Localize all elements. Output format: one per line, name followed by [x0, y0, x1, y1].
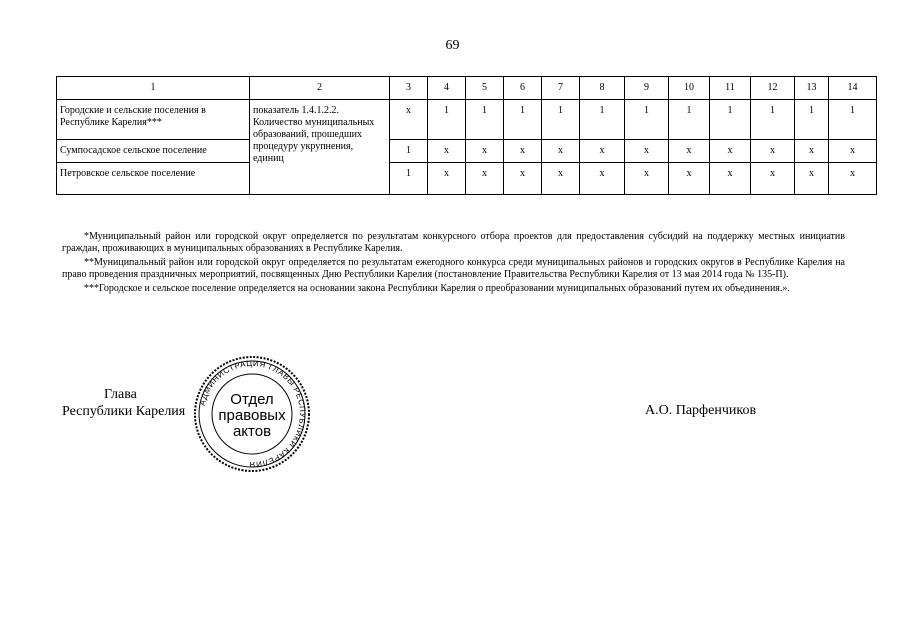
- stamp-ring-text: АДМИНИСТРАЦИЯ ГЛАВЫ РЕСПУБЛИКИ КАРЕЛИЯ: [197, 358, 308, 470]
- footnote: ***Городское и сельское поселение определяется на основании закона Республики Карелия о преобразовании муниципальных образований путем их объединения.».: [84, 283, 790, 294]
- value-cell: х: [466, 163, 504, 195]
- header-cell: 12: [751, 77, 795, 100]
- stamp-line: актов: [232, 423, 272, 440]
- table-header-row: [57, 77, 877, 100]
- value-cell: 1: [669, 100, 710, 140]
- value-cell: 1: [580, 100, 625, 140]
- page-number: 69: [445, 38, 460, 53]
- header-cell: 13: [795, 77, 829, 100]
- value-cell: х: [751, 163, 795, 195]
- value-cell: х: [428, 163, 466, 195]
- value-cell: 1: [751, 100, 795, 140]
- value-cell: 1: [504, 100, 542, 140]
- footnote: **Муниципальный район или городской округ определяется по результатам ежегодного конкурса среди муниципальных районов и городских округов в Республике Карелия на право проведения праздничных мероприятий, посвященных Дню Республики Карелия (постановление Правительства Республики Карелия от 13 мая 2014 года № 135-П).: [62, 257, 845, 280]
- indicator-description: показатель 1.4.1.2.2. Количество муниципальных образований, прошедших процедуру укрупнения, единиц: [250, 100, 390, 195]
- value-cell: 1: [542, 100, 580, 140]
- signatory-title-line: Глава: [104, 387, 137, 402]
- value-cell: 1: [795, 100, 829, 140]
- value-cell: х: [669, 163, 710, 195]
- header-cell: 3: [390, 77, 428, 100]
- value-cell: х: [829, 163, 877, 195]
- header-cell: 5: [466, 77, 504, 100]
- footnotes: [62, 231, 845, 297]
- official-stamp: [192, 354, 312, 474]
- stamp-line: Отдел: [230, 391, 274, 408]
- header-cell: 2: [250, 77, 390, 100]
- value-cell: х: [751, 140, 795, 163]
- signatory-name: А.О. Парфенчиков: [645, 403, 757, 418]
- value-cell: х: [390, 100, 428, 140]
- value-cell: х: [580, 163, 625, 195]
- value-cell: х: [710, 140, 751, 163]
- value-cell: х: [829, 140, 877, 163]
- municipality-name: Сумпосадское сельское поселение: [57, 140, 250, 163]
- signatory-title-line: Республики Карелия: [62, 404, 186, 419]
- value-cell: 1: [428, 100, 466, 140]
- value-cell: х: [542, 163, 580, 195]
- header-cell: 6: [504, 77, 542, 100]
- value-cell: 1: [710, 100, 751, 140]
- indicator-table: [56, 76, 877, 195]
- table-row: [57, 100, 877, 140]
- footnote: *Муниципальный район или городской округ определяется по результатам конкурсного отбора проектов для предоставления субсидий на поддержку местных инициатив граждан, проживающих в муниципальных образованиях в Республике Карелия.: [62, 231, 845, 254]
- value-cell: х: [466, 140, 504, 163]
- value-cell: х: [625, 140, 669, 163]
- header-cell: 4: [428, 77, 466, 100]
- value-cell: х: [542, 140, 580, 163]
- header-cell: 10: [669, 77, 710, 100]
- value-cell: х: [710, 163, 751, 195]
- header-cell: 8: [580, 77, 625, 100]
- value-cell: 1: [829, 100, 877, 140]
- header-cell: 1: [57, 77, 250, 100]
- value-cell: х: [625, 163, 669, 195]
- header-cell: 11: [710, 77, 751, 100]
- signatory-title: [62, 386, 185, 420]
- value-cell: 1: [466, 100, 504, 140]
- municipality-name: Петровское сельское поселение: [57, 163, 250, 195]
- value-cell: х: [504, 140, 542, 163]
- value-cell: 1: [390, 163, 428, 195]
- value-cell: х: [795, 140, 829, 163]
- header-cell: 7: [542, 77, 580, 100]
- header-cell: 9: [625, 77, 669, 100]
- value-cell: х: [428, 140, 466, 163]
- value-cell: 1: [390, 140, 428, 163]
- value-cell: х: [795, 163, 829, 195]
- value-cell: х: [580, 140, 625, 163]
- table-row: [57, 163, 877, 195]
- table-row: [57, 140, 877, 163]
- value-cell: х: [504, 163, 542, 195]
- stamp-line: правовых: [218, 407, 286, 424]
- value-cell: х: [669, 140, 710, 163]
- value-cell: 1: [625, 100, 669, 140]
- header-cell: 14: [829, 77, 877, 100]
- municipality-name: Городские и сельские поселения в Республике Карелия***: [57, 100, 250, 140]
